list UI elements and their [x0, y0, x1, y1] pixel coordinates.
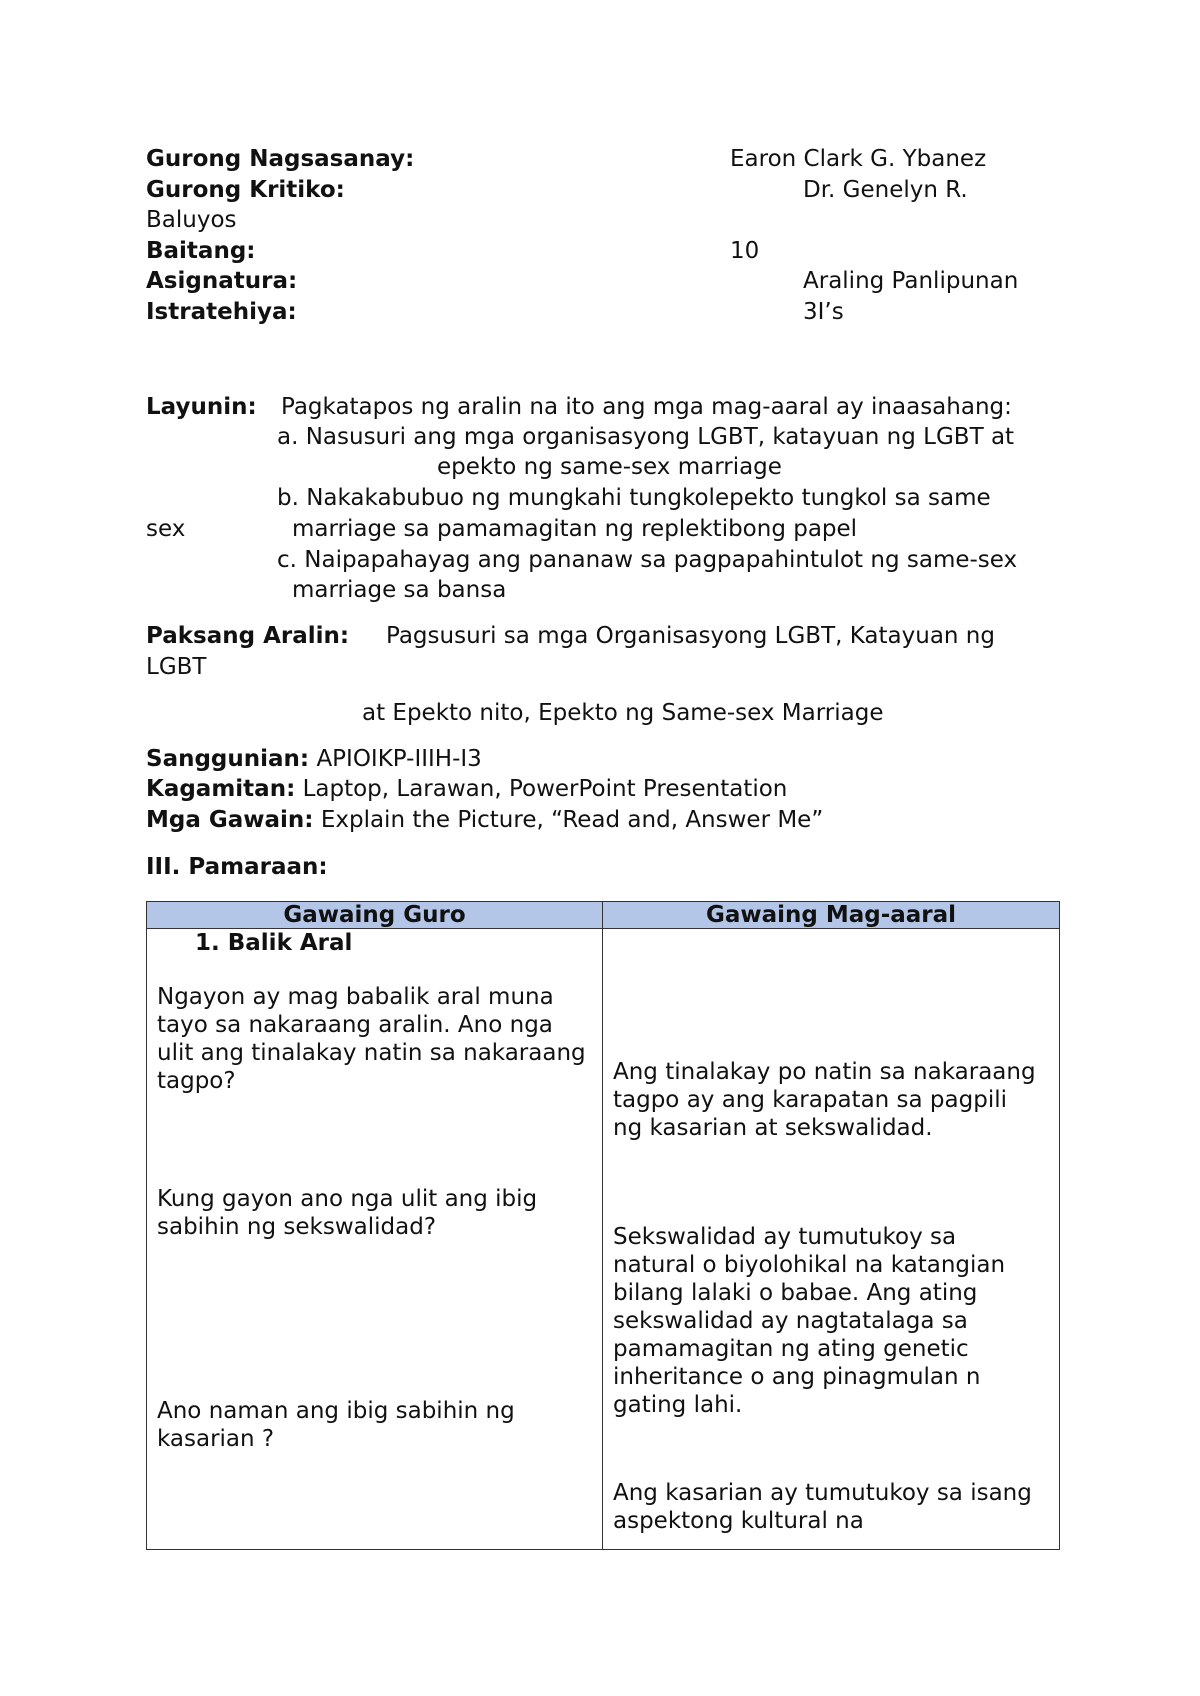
- gawain-value: Explain the Picture, “Read and, Answer Me”: [320, 807, 824, 833]
- layunin-a-line2: epekto ng same-sex marriage: [437, 454, 782, 480]
- kagamitan-value: Laptop, Larawan, PowerPoint Presentation: [302, 776, 788, 802]
- section-title-balik-aral: 1. Balik Aral: [195, 930, 353, 956]
- column-header-gawaing-guro: Gawaing Guro: [147, 902, 603, 929]
- layunin-a-line1: a. Nasusuri ang mga organisasyong LGBT, katayuan ng LGBT at: [277, 424, 1015, 450]
- table-header-row: [147, 902, 1060, 929]
- asignatura-label: Asignatura:: [146, 268, 298, 294]
- sanggunian-line: [146, 744, 482, 774]
- gawain-label: Mga Gawain:: [146, 807, 314, 833]
- gawain-line: [146, 805, 823, 835]
- kagamitan-label: Kagamitan:: [146, 776, 296, 802]
- layunin-label: Layunin:: [146, 394, 257, 420]
- baitang-value: 10: [730, 238, 760, 264]
- magaaral-response-2: Sekswalidad ay tumutukoy sa natural o biyolohikal na katangian bilang lalaki o babae. Ang ating sekswalidad ay nagtatalaga sa pamamagitan ng ating genetic inheritance o ang pinagmulan n gating lahi.: [613, 1224, 1006, 1418]
- magaaral-response-1: Ang tinalakay po natin sa nakaraang tagpo ay ang karapatan sa pagpili ng kasarian at sekswalidad.: [613, 1059, 1036, 1141]
- layunin-intro: Pagkatapos ng aralin na ito ang mga mag-aaral ay inaasahang:: [281, 394, 1012, 420]
- layunin-b-line1: b. Nakakabubuo ng mungkahi tungkolepekto tungkol sa same: [277, 485, 991, 511]
- layunin-c-line2: marriage sa bansa: [292, 577, 507, 603]
- istratehiya-label: Istratehiya:: [146, 299, 297, 325]
- guro-prompt-2: Kung gayon ano nga ulit ang ibig sabihin ng sekswalidad?: [157, 1186, 538, 1240]
- kritiko-value-continued: Baluyos: [146, 207, 237, 233]
- asignatura-value: Araling Panlipunan: [803, 268, 1019, 294]
- kagamitan-line: [146, 774, 787, 804]
- layunin-b-line2: marriage sa pamamagitan ng replektibong papel: [292, 516, 858, 542]
- paksa-label: Paksang Aralin:: [146, 623, 350, 649]
- sanggunian-label: Sanggunian:: [146, 746, 310, 772]
- pamaraan-heading: III. Pamaraan:: [146, 854, 328, 880]
- gawaing-guro-cell: [147, 929, 603, 1550]
- column-header-gawaing-magaaral: Gawaing Mag-aaral: [603, 902, 1060, 929]
- paksa-text-line3: at Epekto nito, Epekto ng Same-sex Marriage: [362, 700, 884, 726]
- sanggunian-value: APIOIKP-IIIH-I3: [316, 746, 482, 772]
- layunin-c-line1: c. Naipapahayag ang pananaw sa pagpapahintulot ng same-sex: [277, 547, 1018, 573]
- table-row: [147, 929, 1060, 1550]
- baitang-label: Baitang:: [146, 238, 256, 264]
- layunin-b-sex: sex: [146, 516, 186, 542]
- lesson-procedure-table: [146, 901, 1060, 1550]
- guro-prompt-3: Ano naman ang ibig sabihin ng kasarian ?: [157, 1398, 515, 1452]
- nagsasanay-label: Gurong Nagsasanay:: [146, 146, 415, 172]
- paksa-text-line1: Pagsusuri sa mga Organisasyong LGBT, Katayuan ng: [386, 623, 995, 649]
- paksa-text-line2: LGBT: [146, 654, 207, 680]
- magaaral-response-3: Ang kasarian ay tumutukoy sa isang aspektong kultural na: [613, 1480, 1032, 1534]
- kritiko-label: Gurong Kritiko:: [146, 177, 345, 203]
- gawaing-magaaral-cell: [603, 929, 1060, 1550]
- guro-prompt-1: Ngayon ay mag babalik aral muna tayo sa nakaraang aralin. Ano nga ulit ang tinalakay natin sa nakaraang tagpo?: [157, 984, 586, 1094]
- nagsasanay-value: Earon Clark G. Ybanez: [730, 146, 987, 172]
- kritiko-value: Dr. Genelyn R.: [803, 177, 968, 203]
- istratehiya-value: 3I’s: [803, 299, 844, 325]
